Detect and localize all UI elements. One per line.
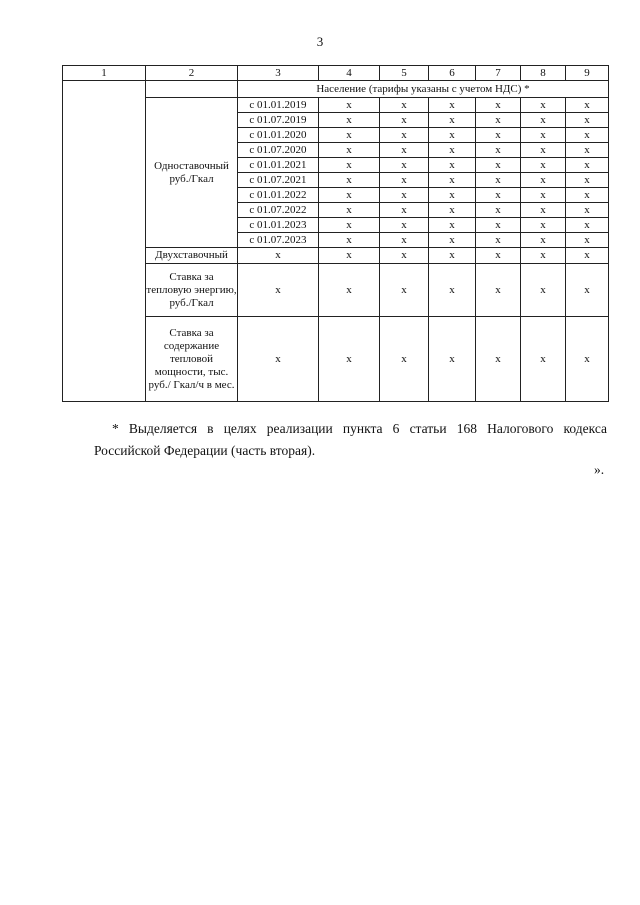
mark-cell: x (319, 143, 380, 158)
mark-cell: x (319, 264, 380, 317)
mark-cell: x (319, 233, 380, 248)
mark-cell: x (521, 188, 566, 203)
mark-cell: x (429, 203, 476, 218)
header-cell: 6 (429, 66, 476, 81)
header-cell: 9 (566, 66, 609, 81)
mark-cell: x (566, 218, 609, 233)
mark-cell: x (476, 98, 521, 113)
mark-cell: x (476, 113, 521, 128)
mark-cell: x (566, 173, 609, 188)
mark-cell: x (566, 158, 609, 173)
mark-cell: x (319, 113, 380, 128)
mark-cell: x (380, 218, 429, 233)
mark-cell: x (319, 173, 380, 188)
mark-cell: x (521, 98, 566, 113)
mark-cell: x (380, 233, 429, 248)
mark-cell: x (380, 203, 429, 218)
date-cell: с 01.07.2023 (238, 233, 319, 248)
mark-cell: x (429, 233, 476, 248)
mark-cell: x (319, 158, 380, 173)
date-cell: с 01.07.2022 (238, 203, 319, 218)
mark-cell: x (566, 128, 609, 143)
tariff-table (62, 65, 609, 402)
mark-cell: x (521, 173, 566, 188)
mark-cell: x (429, 218, 476, 233)
mark-cell: x (566, 113, 609, 128)
mark-cell: x (476, 128, 521, 143)
mark-cell: x (429, 317, 476, 402)
mark-cell: x (521, 218, 566, 233)
mark-cell: x (521, 248, 566, 264)
mark-cell: x (476, 188, 521, 203)
mark-cell: x (380, 317, 429, 402)
mark-cell: x (380, 113, 429, 128)
mark-cell: x (521, 264, 566, 317)
mark-cell: x (380, 98, 429, 113)
date-cell: с 01.01.2023 (238, 218, 319, 233)
mark-cell: x (429, 128, 476, 143)
mark-cell: x (566, 317, 609, 402)
mark-cell: x (429, 173, 476, 188)
date-cell: с 01.07.2021 (238, 173, 319, 188)
header-cell: 7 (476, 66, 521, 81)
capacity-rate-label: Ставка за содержание тепловой мощности, тыс. руб./ Гкал/ч в мес. (146, 317, 238, 402)
two-rate-label: Двухставочный (146, 248, 238, 264)
date-cell: с 01.07.2020 (238, 143, 319, 158)
mark-cell: x (380, 173, 429, 188)
mark-cell: x (476, 173, 521, 188)
header-cell: 5 (380, 66, 429, 81)
mark-cell: x (566, 248, 609, 264)
mark-cell: x (429, 113, 476, 128)
date-cell: с 01.01.2020 (238, 128, 319, 143)
mark-cell: x (429, 248, 476, 264)
header-cell: 2 (146, 66, 238, 81)
mark-cell: x (566, 264, 609, 317)
mark-cell: x (380, 264, 429, 317)
mark-cell: x (476, 233, 521, 248)
mark-cell: x (238, 248, 319, 264)
mark-cell: x (521, 143, 566, 158)
mark-cell: x (429, 264, 476, 317)
mark-cell: x (429, 143, 476, 158)
header-cell: 1 (63, 66, 146, 81)
mark-cell: x (476, 158, 521, 173)
mark-cell: x (521, 158, 566, 173)
blank-first-column-cell (63, 81, 146, 402)
mark-cell: x (521, 113, 566, 128)
mark-cell: x (319, 98, 380, 113)
mark-cell: x (476, 218, 521, 233)
header-cell: 4 (319, 66, 380, 81)
mark-cell: x (380, 188, 429, 203)
mark-cell: x (476, 203, 521, 218)
mark-cell: x (238, 264, 319, 317)
mark-cell: x (521, 128, 566, 143)
mark-cell: x (238, 317, 319, 402)
mark-cell: x (380, 143, 429, 158)
header-cell: 8 (521, 66, 566, 81)
heat-energy-rate-label: Ставка за тепловую энергию, руб./Гкал (146, 264, 238, 317)
mark-cell: x (566, 233, 609, 248)
mark-cell: x (380, 248, 429, 264)
mark-cell: x (566, 143, 609, 158)
mark-cell: x (319, 317, 380, 402)
date-cell: с 01.07.2019 (238, 113, 319, 128)
mark-cell: x (429, 188, 476, 203)
mark-cell: x (429, 98, 476, 113)
mark-cell: x (566, 188, 609, 203)
mark-cell: x (566, 98, 609, 113)
mark-cell: x (476, 248, 521, 264)
closing-quote: ». (594, 462, 605, 477)
footnote: * Выделяется в целях реализации пункта 6 статьи 168 Налогового кодекса Российской Федерации (часть вторая). (94, 421, 607, 458)
blank-cell (146, 81, 238, 98)
date-cell: с 01.01.2021 (238, 158, 319, 173)
mark-cell: x (319, 128, 380, 143)
mark-cell: x (521, 203, 566, 218)
mark-cell: x (476, 143, 521, 158)
date-cell: с 01.01.2019 (238, 98, 319, 113)
date-cell: с 01.01.2022 (238, 188, 319, 203)
mark-cell: x (380, 158, 429, 173)
mark-cell: x (319, 188, 380, 203)
mark-cell: x (319, 218, 380, 233)
mark-cell: x (566, 203, 609, 218)
header-cell: 3 (238, 66, 319, 81)
mark-cell: x (429, 158, 476, 173)
single-rate-label: Одноставочный руб./Гкал (146, 98, 238, 248)
mark-cell: x (521, 317, 566, 402)
section-title: Население (тарифы указаны с учетом НДС) * (238, 81, 609, 98)
mark-cell: x (319, 248, 380, 264)
mark-cell: x (521, 233, 566, 248)
mark-cell: x (476, 264, 521, 317)
page-number: 3 (316, 34, 324, 49)
mark-cell: x (319, 203, 380, 218)
mark-cell: x (380, 128, 429, 143)
mark-cell: x (476, 317, 521, 402)
